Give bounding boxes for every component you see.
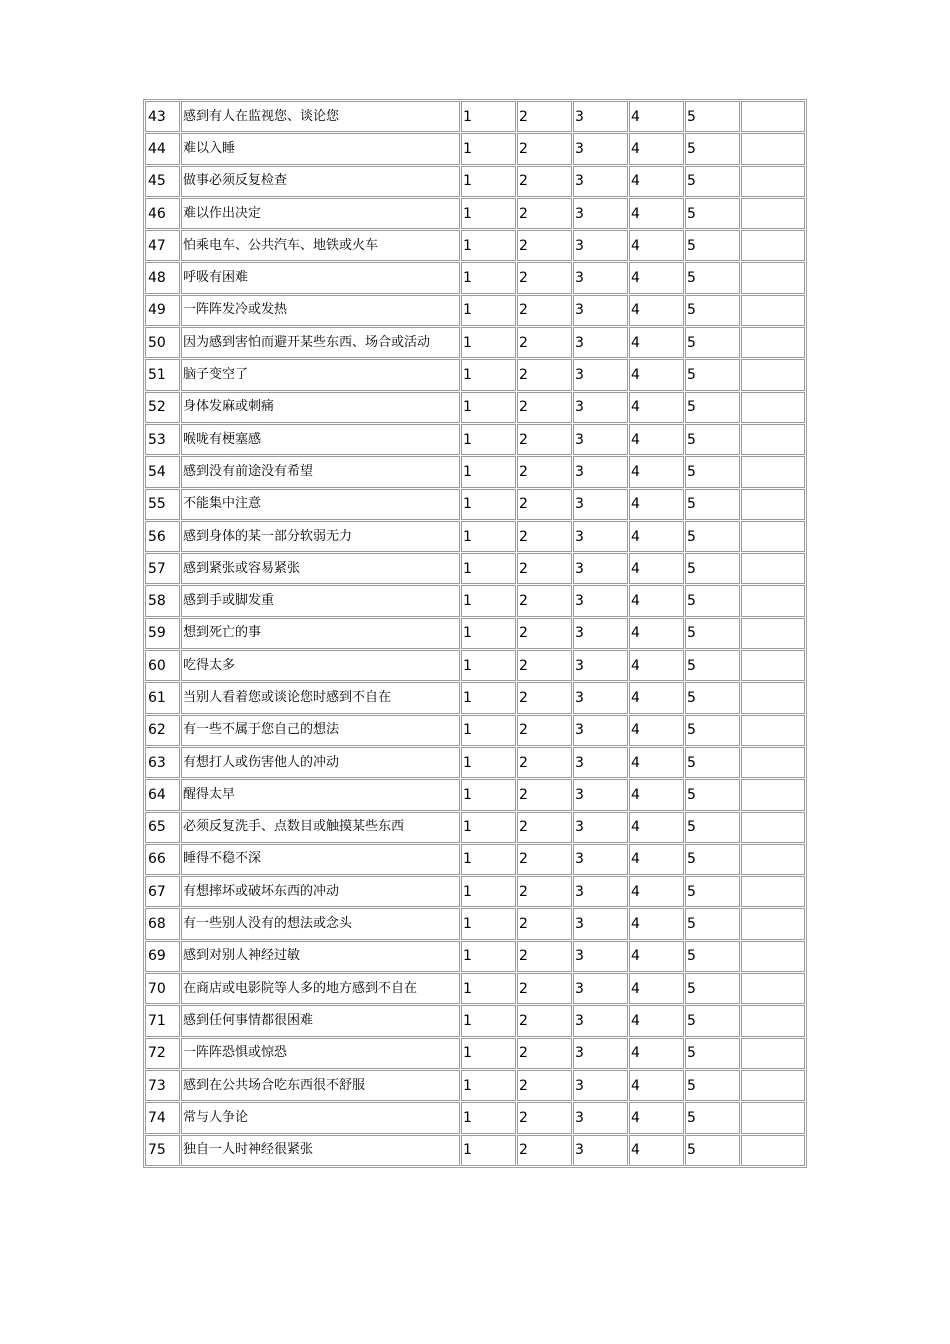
score-option-2[interactable]: 2 (517, 747, 572, 778)
item-description: 常与人争论 (181, 1102, 460, 1133)
score-option-1[interactable]: 1 (461, 424, 516, 455)
item-number: 49 (145, 295, 180, 326)
answer-cell[interactable] (741, 876, 805, 907)
item-description: 当别人看着您或谈论您时感到不自在 (181, 682, 460, 713)
score-option-4[interactable]: 4 (629, 424, 684, 455)
table-row (145, 973, 805, 1004)
item-number: 60 (145, 650, 180, 681)
answer-cell[interactable] (741, 1038, 805, 1069)
answer-cell[interactable] (741, 844, 805, 875)
score-option-5[interactable]: 5 (685, 941, 740, 972)
item-description: 一阵阵发冷或发热 (181, 295, 460, 326)
score-option-1[interactable]: 1 (461, 1102, 516, 1133)
item-description: 喉咙有梗塞感 (181, 424, 460, 455)
score-option-3[interactable]: 3 (573, 553, 628, 584)
score-option-2[interactable]: 2 (517, 553, 572, 584)
score-option-3[interactable]: 3 (573, 327, 628, 358)
answer-cell[interactable] (741, 295, 805, 326)
score-option-2[interactable]: 2 (517, 327, 572, 358)
item-number: 64 (145, 779, 180, 810)
score-option-2[interactable]: 2 (517, 489, 572, 520)
answer-cell[interactable] (741, 456, 805, 487)
item-number: 73 (145, 1070, 180, 1101)
score-option-4[interactable]: 4 (629, 1070, 684, 1101)
score-option-1[interactable]: 1 (461, 876, 516, 907)
score-option-5[interactable]: 5 (685, 618, 740, 649)
item-description: 感到对别人神经过敏 (181, 941, 460, 972)
score-option-1[interactable]: 1 (461, 456, 516, 487)
score-option-1[interactable]: 1 (461, 585, 516, 616)
score-option-4[interactable]: 4 (629, 941, 684, 972)
answer-cell[interactable] (741, 1135, 805, 1166)
item-number: 55 (145, 489, 180, 520)
item-description: 醒得太早 (181, 779, 460, 810)
score-option-1[interactable]: 1 (461, 230, 516, 261)
item-number: 75 (145, 1135, 180, 1166)
answer-cell[interactable] (741, 489, 805, 520)
item-number: 72 (145, 1038, 180, 1069)
score-option-3[interactable]: 3 (573, 198, 628, 229)
score-option-4[interactable]: 4 (629, 747, 684, 778)
item-description: 感到任何事情都很困难 (181, 1005, 460, 1036)
score-option-4[interactable]: 4 (629, 392, 684, 423)
item-description: 感到紧张或容易紧张 (181, 553, 460, 584)
item-number: 74 (145, 1102, 180, 1133)
score-option-3[interactable]: 3 (573, 812, 628, 843)
item-number: 59 (145, 618, 180, 649)
score-option-3[interactable]: 3 (573, 101, 628, 132)
score-option-5[interactable]: 5 (685, 876, 740, 907)
table-row (145, 682, 805, 713)
table-row (145, 618, 805, 649)
score-option-4[interactable]: 4 (629, 876, 684, 907)
score-option-4[interactable]: 4 (629, 682, 684, 713)
item-number: 63 (145, 747, 180, 778)
score-option-5[interactable]: 5 (685, 650, 740, 681)
score-option-2[interactable]: 2 (517, 1005, 572, 1036)
table-row (145, 1005, 805, 1036)
answer-cell[interactable] (741, 618, 805, 649)
table-row (145, 521, 805, 552)
score-option-1[interactable]: 1 (461, 392, 516, 423)
score-option-1[interactable]: 1 (461, 101, 516, 132)
answer-cell[interactable] (741, 327, 805, 358)
item-description: 因为感到害怕而避开某些东西、场合或活动 (181, 327, 460, 358)
score-option-4[interactable]: 4 (629, 456, 684, 487)
score-option-2[interactable]: 2 (517, 133, 572, 164)
score-option-4[interactable]: 4 (629, 1005, 684, 1036)
item-description: 感到身体的某一部分软弱无力 (181, 521, 460, 552)
score-option-4[interactable]: 4 (629, 650, 684, 681)
score-option-2[interactable]: 2 (517, 1102, 572, 1133)
score-option-1[interactable]: 1 (461, 812, 516, 843)
score-option-3[interactable]: 3 (573, 392, 628, 423)
item-number: 50 (145, 327, 180, 358)
score-option-5[interactable]: 5 (685, 424, 740, 455)
score-option-3[interactable]: 3 (573, 973, 628, 1004)
score-option-1[interactable]: 1 (461, 295, 516, 326)
table-row (145, 553, 805, 584)
answer-cell[interactable] (741, 166, 805, 197)
score-option-4[interactable]: 4 (629, 585, 684, 616)
answer-cell[interactable] (741, 973, 805, 1004)
score-option-2[interactable]: 2 (517, 682, 572, 713)
score-option-2[interactable]: 2 (517, 585, 572, 616)
score-option-4[interactable]: 4 (629, 327, 684, 358)
item-number: 68 (145, 908, 180, 939)
score-option-5[interactable]: 5 (685, 133, 740, 164)
answer-cell[interactable] (741, 747, 805, 778)
table-row (145, 585, 805, 616)
score-option-1[interactable]: 1 (461, 521, 516, 552)
item-number: 44 (145, 133, 180, 164)
answer-cell[interactable] (741, 521, 805, 552)
item-description: 做事必须反复检查 (181, 166, 460, 197)
table-row (145, 456, 805, 487)
item-number: 58 (145, 585, 180, 616)
answer-cell[interactable] (741, 133, 805, 164)
item-description: 感到没有前途没有希望 (181, 456, 460, 487)
answer-cell[interactable] (741, 1070, 805, 1101)
table-row (145, 844, 805, 875)
score-option-3[interactable]: 3 (573, 295, 628, 326)
item-number: 48 (145, 262, 180, 293)
score-option-4[interactable]: 4 (629, 553, 684, 584)
score-option-1[interactable]: 1 (461, 359, 516, 390)
score-option-3[interactable]: 3 (573, 585, 628, 616)
answer-cell[interactable] (741, 392, 805, 423)
item-number: 51 (145, 359, 180, 390)
score-option-2[interactable]: 2 (517, 198, 572, 229)
score-option-5[interactable]: 5 (685, 553, 740, 584)
score-option-4[interactable]: 4 (629, 1102, 684, 1133)
score-option-5[interactable]: 5 (685, 295, 740, 326)
item-description: 有一些别人没有的想法或念头 (181, 908, 460, 939)
score-option-3[interactable]: 3 (573, 618, 628, 649)
item-number: 52 (145, 392, 180, 423)
answer-cell[interactable] (741, 1102, 805, 1133)
score-option-3[interactable]: 3 (573, 133, 628, 164)
score-option-4[interactable]: 4 (629, 618, 684, 649)
score-option-2[interactable]: 2 (517, 456, 572, 487)
table-row (145, 779, 805, 810)
item-description: 难以入睡 (181, 133, 460, 164)
symptom-checklist-table (143, 99, 807, 1168)
item-description: 一阵阵恐惧或惊恐 (181, 1038, 460, 1069)
score-option-2[interactable]: 2 (517, 779, 572, 810)
score-option-2[interactable]: 2 (517, 359, 572, 390)
table-row (145, 424, 805, 455)
score-option-1[interactable]: 1 (461, 166, 516, 197)
table-row (145, 295, 805, 326)
item-number: 69 (145, 941, 180, 972)
answer-cell[interactable] (741, 941, 805, 972)
score-option-1[interactable]: 1 (461, 715, 516, 746)
item-number: 61 (145, 682, 180, 713)
score-option-2[interactable]: 2 (517, 618, 572, 649)
answer-cell[interactable] (741, 908, 805, 939)
answer-cell[interactable] (741, 553, 805, 584)
score-option-2[interactable]: 2 (517, 908, 572, 939)
score-option-4[interactable]: 4 (629, 779, 684, 810)
item-description: 呼吸有困难 (181, 262, 460, 293)
item-number: 57 (145, 553, 180, 584)
score-option-3[interactable]: 3 (573, 844, 628, 875)
score-option-5[interactable]: 5 (685, 779, 740, 810)
table-row (145, 230, 805, 261)
score-option-5[interactable]: 5 (685, 198, 740, 229)
item-number: 53 (145, 424, 180, 455)
score-option-3[interactable]: 3 (573, 650, 628, 681)
item-description: 有想打人或伤害他人的冲动 (181, 747, 460, 778)
table-row (145, 101, 805, 132)
score-option-5[interactable]: 5 (685, 1102, 740, 1133)
answer-cell[interactable] (741, 1005, 805, 1036)
answer-cell[interactable] (741, 198, 805, 229)
score-option-1[interactable]: 1 (461, 682, 516, 713)
answer-cell[interactable] (741, 424, 805, 455)
score-option-2[interactable]: 2 (517, 941, 572, 972)
score-option-4[interactable]: 4 (629, 908, 684, 939)
score-option-5[interactable]: 5 (685, 973, 740, 1004)
score-option-3[interactable]: 3 (573, 166, 628, 197)
item-number: 67 (145, 876, 180, 907)
table-row (145, 133, 805, 164)
table-row (145, 812, 805, 843)
score-option-5[interactable]: 5 (685, 812, 740, 843)
score-option-4[interactable]: 4 (629, 715, 684, 746)
item-number: 65 (145, 812, 180, 843)
score-option-2[interactable]: 2 (517, 715, 572, 746)
score-option-5[interactable]: 5 (685, 230, 740, 261)
score-option-3[interactable]: 3 (573, 359, 628, 390)
item-description: 有想摔坏或破坏东西的冲动 (181, 876, 460, 907)
score-option-1[interactable]: 1 (461, 327, 516, 358)
table-row (145, 715, 805, 746)
table-row (145, 1135, 805, 1166)
score-option-2[interactable]: 2 (517, 230, 572, 261)
table-row (145, 650, 805, 681)
score-option-1[interactable]: 1 (461, 844, 516, 875)
item-number: 71 (145, 1005, 180, 1036)
score-option-1[interactable]: 1 (461, 262, 516, 293)
score-option-3[interactable]: 3 (573, 941, 628, 972)
score-option-2[interactable]: 2 (517, 650, 572, 681)
score-option-2[interactable]: 2 (517, 812, 572, 843)
score-option-4[interactable]: 4 (629, 295, 684, 326)
score-option-1[interactable]: 1 (461, 650, 516, 681)
score-option-5[interactable]: 5 (685, 262, 740, 293)
score-option-1[interactable]: 1 (461, 908, 516, 939)
table-row (145, 166, 805, 197)
answer-cell[interactable] (741, 812, 805, 843)
table-row (145, 941, 805, 972)
score-option-3[interactable]: 3 (573, 456, 628, 487)
item-number: 46 (145, 198, 180, 229)
score-option-2[interactable]: 2 (517, 876, 572, 907)
score-option-1[interactable]: 1 (461, 1005, 516, 1036)
score-option-1[interactable]: 1 (461, 618, 516, 649)
score-option-5[interactable]: 5 (685, 392, 740, 423)
item-description: 睡得不稳不深 (181, 844, 460, 875)
table-row (145, 262, 805, 293)
score-option-4[interactable]: 4 (629, 1135, 684, 1166)
item-number: 47 (145, 230, 180, 261)
item-number: 54 (145, 456, 180, 487)
score-option-4[interactable]: 4 (629, 844, 684, 875)
score-option-5[interactable]: 5 (685, 682, 740, 713)
item-number: 43 (145, 101, 180, 132)
table-row (145, 489, 805, 520)
item-description: 感到在公共场合吃东西很不舒服 (181, 1070, 460, 1101)
answer-cell[interactable] (741, 359, 805, 390)
answer-cell[interactable] (741, 715, 805, 746)
answer-cell[interactable] (741, 230, 805, 261)
score-option-3[interactable]: 3 (573, 489, 628, 520)
item-number: 62 (145, 715, 180, 746)
item-description: 感到有人在监视您、谈论您 (181, 101, 460, 132)
score-option-4[interactable]: 4 (629, 521, 684, 552)
item-number: 70 (145, 973, 180, 1004)
score-option-4[interactable]: 4 (629, 973, 684, 1004)
score-option-3[interactable]: 3 (573, 262, 628, 293)
score-option-5[interactable]: 5 (685, 1005, 740, 1036)
item-description: 独自一人时神经很紧张 (181, 1135, 460, 1166)
score-option-1[interactable]: 1 (461, 133, 516, 164)
score-option-3[interactable]: 3 (573, 230, 628, 261)
score-option-1[interactable]: 1 (461, 973, 516, 1004)
score-option-2[interactable]: 2 (517, 101, 572, 132)
score-option-1[interactable]: 1 (461, 1038, 516, 1069)
item-description: 脑子变空了 (181, 359, 460, 390)
score-option-4[interactable]: 4 (629, 359, 684, 390)
table-row (145, 1070, 805, 1101)
table-row (145, 876, 805, 907)
table-row (145, 747, 805, 778)
item-description: 感到手或脚发重 (181, 585, 460, 616)
score-option-1[interactable]: 1 (461, 198, 516, 229)
score-option-4[interactable]: 4 (629, 198, 684, 229)
score-option-1[interactable]: 1 (461, 1070, 516, 1101)
score-option-3[interactable]: 3 (573, 1102, 628, 1133)
score-option-5[interactable]: 5 (685, 359, 740, 390)
score-option-1[interactable]: 1 (461, 1135, 516, 1166)
score-option-4[interactable]: 4 (629, 812, 684, 843)
item-number: 66 (145, 844, 180, 875)
score-option-2[interactable]: 2 (517, 1135, 572, 1166)
item-description: 身体发麻或刺痛 (181, 392, 460, 423)
score-option-3[interactable]: 3 (573, 908, 628, 939)
score-option-1[interactable]: 1 (461, 553, 516, 584)
score-option-5[interactable]: 5 (685, 521, 740, 552)
answer-cell[interactable] (741, 262, 805, 293)
score-option-5[interactable]: 5 (685, 166, 740, 197)
score-option-1[interactable]: 1 (461, 941, 516, 972)
item-description: 在商店或电影院等人多的地方感到不自在 (181, 973, 460, 1004)
answer-cell[interactable] (741, 585, 805, 616)
answer-cell[interactable] (741, 682, 805, 713)
score-option-3[interactable]: 3 (573, 424, 628, 455)
score-option-5[interactable]: 5 (685, 327, 740, 358)
score-option-3[interactable]: 3 (573, 1005, 628, 1036)
score-option-2[interactable]: 2 (517, 1070, 572, 1101)
score-option-4[interactable]: 4 (629, 1038, 684, 1069)
score-option-2[interactable]: 2 (517, 521, 572, 552)
table-row (145, 198, 805, 229)
score-option-2[interactable]: 2 (517, 295, 572, 326)
score-option-5[interactable]: 5 (685, 747, 740, 778)
score-option-5[interactable]: 5 (685, 101, 740, 132)
score-option-2[interactable]: 2 (517, 844, 572, 875)
score-option-2[interactable]: 2 (517, 424, 572, 455)
score-option-3[interactable]: 3 (573, 876, 628, 907)
score-option-5[interactable]: 5 (685, 715, 740, 746)
item-description: 怕乘电车、公共汽车、地铁或火车 (181, 230, 460, 261)
score-option-2[interactable]: 2 (517, 973, 572, 1004)
score-option-2[interactable]: 2 (517, 262, 572, 293)
score-option-3[interactable]: 3 (573, 1135, 628, 1166)
score-option-4[interactable]: 4 (629, 230, 684, 261)
table-row (145, 359, 805, 390)
answer-cell[interactable] (741, 101, 805, 132)
score-option-5[interactable]: 5 (685, 908, 740, 939)
score-option-3[interactable]: 3 (573, 715, 628, 746)
score-option-3[interactable]: 3 (573, 1070, 628, 1101)
score-option-3[interactable]: 3 (573, 682, 628, 713)
score-option-5[interactable]: 5 (685, 456, 740, 487)
table-row (145, 908, 805, 939)
item-number: 56 (145, 521, 180, 552)
score-option-1[interactable]: 1 (461, 747, 516, 778)
score-option-5[interactable]: 5 (685, 585, 740, 616)
score-option-4[interactable]: 4 (629, 101, 684, 132)
score-option-3[interactable]: 3 (573, 747, 628, 778)
answer-cell[interactable] (741, 779, 805, 810)
table-row (145, 392, 805, 423)
item-description: 必须反复洗手、点数目或触摸某些东西 (181, 812, 460, 843)
score-option-4[interactable]: 4 (629, 262, 684, 293)
score-option-2[interactable]: 2 (517, 166, 572, 197)
score-option-5[interactable]: 5 (685, 1135, 740, 1166)
score-option-3[interactable]: 3 (573, 1038, 628, 1069)
item-description: 难以作出决定 (181, 198, 460, 229)
item-description: 有一些不属于您自己的想法 (181, 715, 460, 746)
table-row (145, 1038, 805, 1069)
score-option-4[interactable]: 4 (629, 489, 684, 520)
item-description: 不能集中注意 (181, 489, 460, 520)
score-option-3[interactable]: 3 (573, 779, 628, 810)
table-row (145, 327, 805, 358)
item-description: 想到死亡的事 (181, 618, 460, 649)
score-option-5[interactable]: 5 (685, 489, 740, 520)
score-option-1[interactable]: 1 (461, 489, 516, 520)
score-option-2[interactable]: 2 (517, 1038, 572, 1069)
score-option-5[interactable]: 5 (685, 1070, 740, 1101)
item-description: 吃得太多 (181, 650, 460, 681)
table-body (145, 101, 805, 1166)
score-option-3[interactable]: 3 (573, 521, 628, 552)
score-option-4[interactable]: 4 (629, 133, 684, 164)
score-option-4[interactable]: 4 (629, 166, 684, 197)
score-option-1[interactable]: 1 (461, 779, 516, 810)
item-number: 45 (145, 166, 180, 197)
table-row (145, 1102, 805, 1133)
answer-cell[interactable] (741, 650, 805, 681)
score-option-5[interactable]: 5 (685, 844, 740, 875)
score-option-2[interactable]: 2 (517, 392, 572, 423)
score-option-5[interactable]: 5 (685, 1038, 740, 1069)
